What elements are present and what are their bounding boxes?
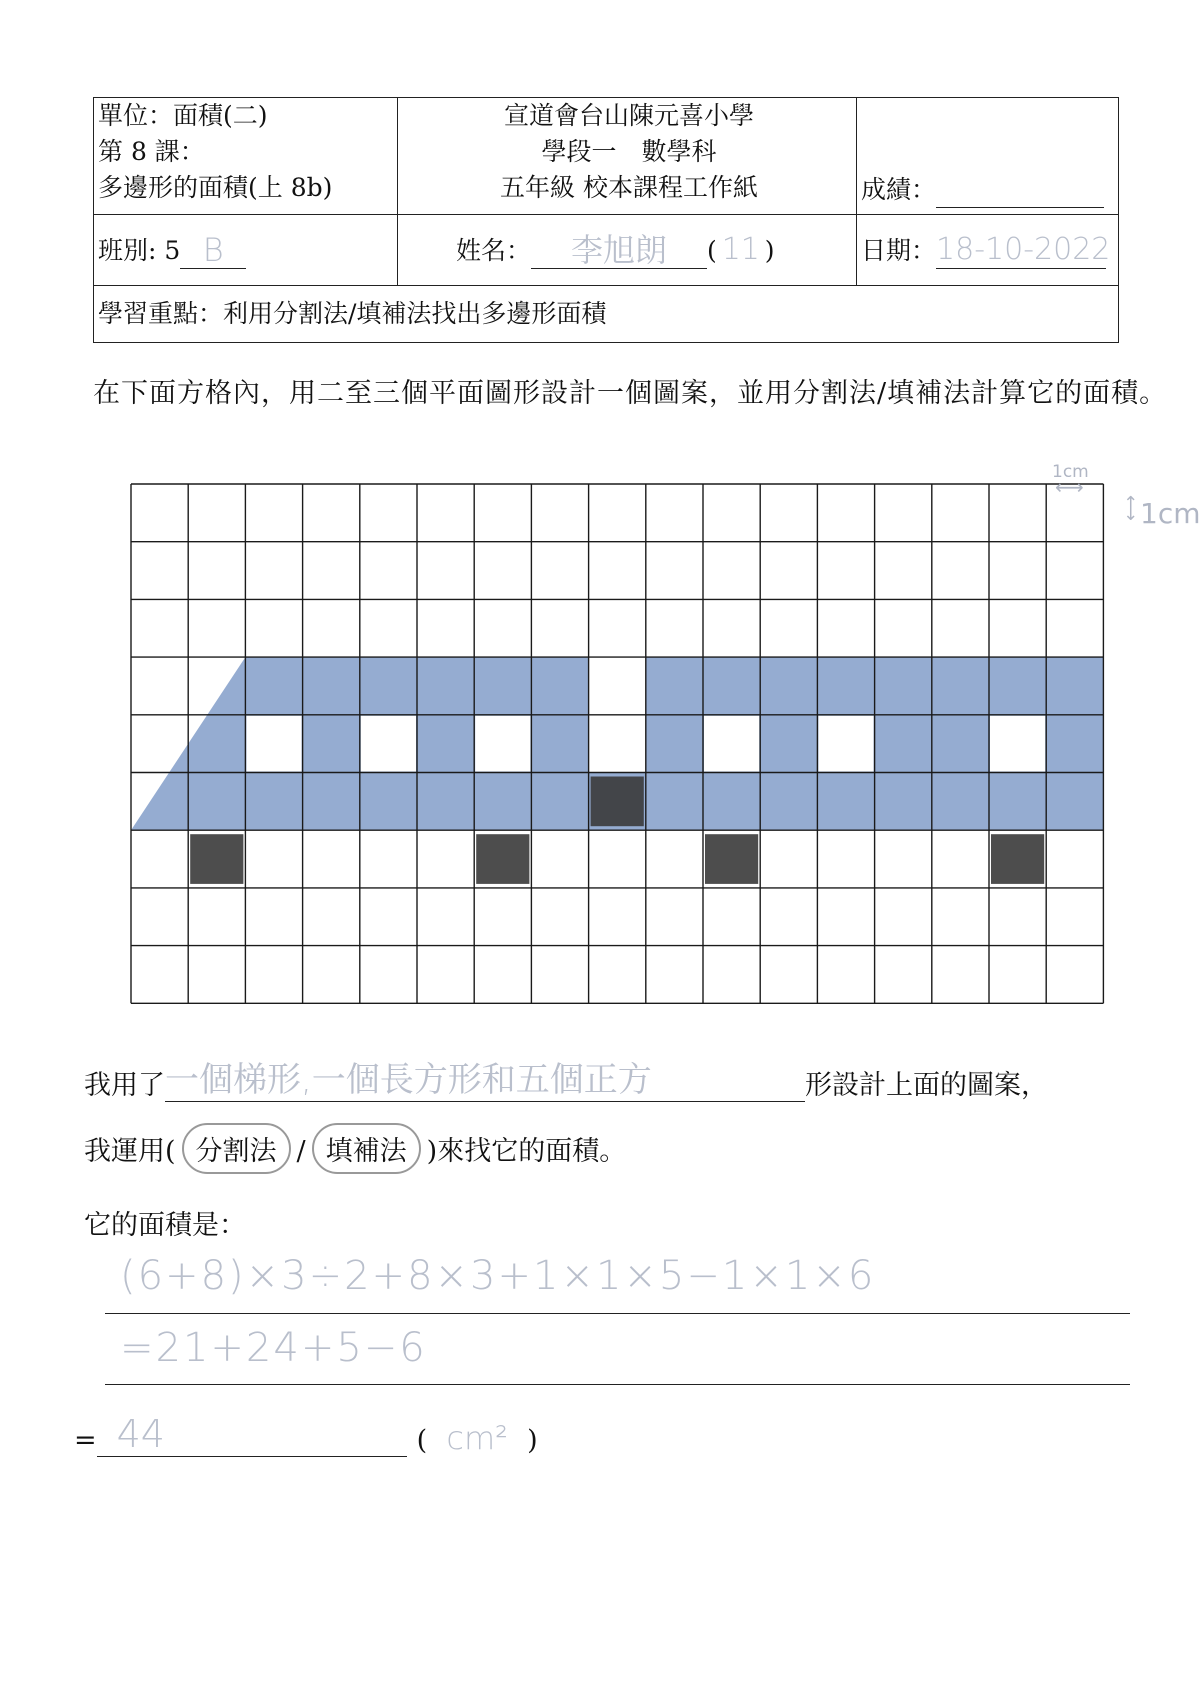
- result-prefix: =: [74, 1425, 97, 1456]
- connector-square: [591, 777, 644, 827]
- wheel-4: [991, 834, 1044, 884]
- lesson-number: 第 8 課：: [98, 137, 205, 166]
- method-prefix: 我運用(: [84, 1136, 176, 1167]
- area-label: 它的面積是：: [84, 1210, 246, 1241]
- grade-label: 成績：: [861, 175, 937, 204]
- method-option-fill[interactable]: 填補法: [312, 1123, 421, 1174]
- wheel-2: [476, 834, 529, 884]
- scale-width-label: 1cm: [1052, 462, 1089, 482]
- date-label: 日期：: [861, 236, 937, 265]
- unit-open-paren: (: [416, 1425, 428, 1456]
- used-suffix: 形設計上面的圖案，: [805, 1070, 1048, 1101]
- name-value[interactable]: 李旭朗: [531, 232, 707, 269]
- calc-line-2-rule: [105, 1384, 1130, 1385]
- wheel-1: [190, 834, 243, 884]
- method-row: [84, 1123, 626, 1174]
- class-label: 班別: 5: [98, 236, 181, 265]
- scale-height-label: 1cm: [1140, 497, 1201, 530]
- unit-close-paren: ): [527, 1425, 538, 1456]
- used-prefix: 我用了: [84, 1070, 165, 1101]
- window-4: [704, 716, 759, 772]
- method-suffix: )來找它的面積。: [426, 1136, 627, 1167]
- window-2: [361, 716, 416, 772]
- window-6: [990, 716, 1045, 772]
- stage-subject: 學段一 數學科: [541, 137, 717, 166]
- number-open-paren: (: [707, 236, 717, 265]
- class-value[interactable]: B: [180, 232, 246, 269]
- school-name: 宣道會台山陳元喜小學: [503, 101, 754, 130]
- window-3: [475, 716, 530, 772]
- unit-value[interactable]: cm²: [446, 1419, 508, 1457]
- student-number[interactable]: 11: [721, 232, 760, 267]
- unit-label: 單位：面積(二): [98, 101, 268, 130]
- worksheet-title: 五年級 校本課程工作紙: [500, 173, 758, 202]
- method-separator: /: [296, 1136, 306, 1167]
- result-row: [74, 1412, 538, 1457]
- calc-line-1-rule: [105, 1313, 1130, 1314]
- number-close-paren: ): [764, 236, 775, 265]
- date-value[interactable]: 18-10-2022: [936, 232, 1111, 267]
- used-shapes-answer[interactable]: 一個梯形,一個長方形和五個正方: [165, 1052, 805, 1102]
- wheel-3: [705, 834, 758, 884]
- window-5: [818, 716, 873, 772]
- learning-focus: 學習重點：利用分割法/填補法找出多邊形面積: [98, 299, 607, 328]
- scale-width-arrow: ⟷: [1055, 475, 1084, 499]
- scale-height-arrow: ⟷: [1120, 495, 1141, 521]
- result-value[interactable]: 44: [97, 1412, 407, 1457]
- window-1: [246, 716, 301, 772]
- method-option-split[interactable]: 分割法: [182, 1123, 291, 1174]
- instruction-text: 在下面方格內，用二至三個平面圖形設計一個圖案，並用分割法/填補法計算它的面積。: [93, 378, 1168, 409]
- used-shapes-row: [84, 1052, 1048, 1102]
- calc-line-1: (6+8)×3÷2+8×3+1×1×5−1×1×6: [120, 1253, 876, 1299]
- lesson-title: 多邊形的面積(上 8b): [98, 173, 333, 202]
- calc-line-2: =21+24+5−6: [120, 1325, 427, 1371]
- name-label: 姓名：: [456, 236, 532, 265]
